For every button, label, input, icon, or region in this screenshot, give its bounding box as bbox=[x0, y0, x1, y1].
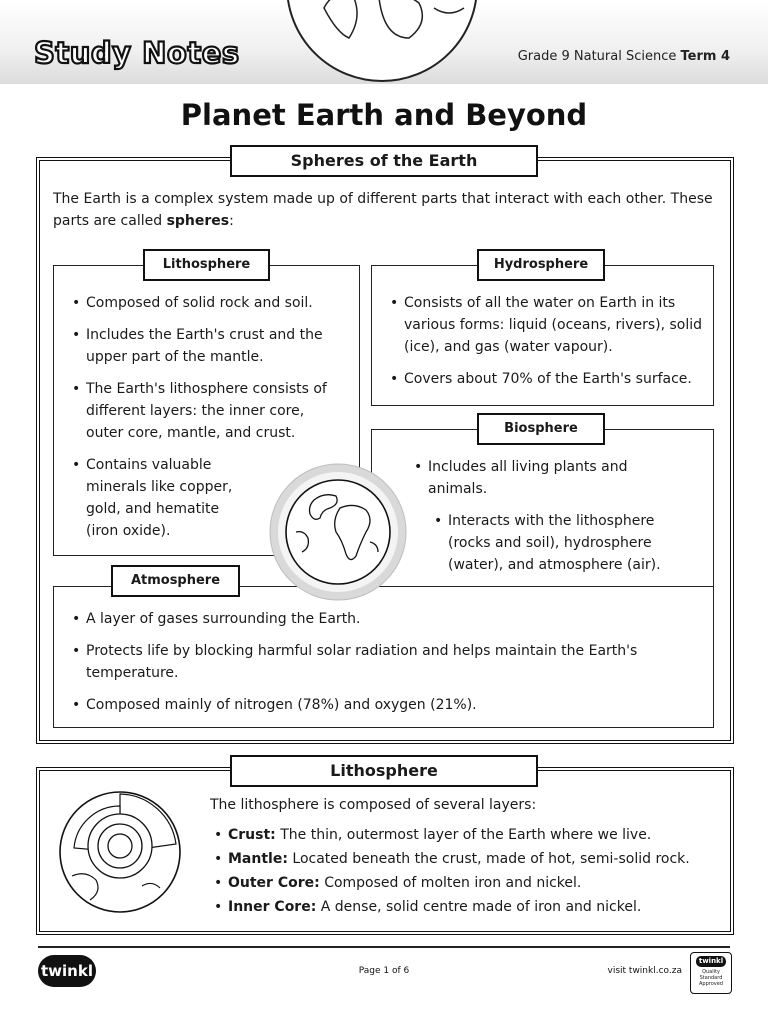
atmosphere-label: Atmosphere bbox=[111, 565, 240, 597]
term: Crust: bbox=[228, 827, 276, 843]
layers-intro: The lithosphere is composed of several layers: bbox=[210, 797, 537, 813]
intro-text: The Earth is a complex system made up of different parts that interact with each other. These parts are called bbox=[53, 191, 713, 229]
hydrosphere-list bbox=[388, 292, 706, 400]
layers-list bbox=[212, 824, 722, 920]
desc: Located beneath the crust, made of hot, semi-solid rock. bbox=[292, 851, 690, 867]
page-number: Page 1 of 6 bbox=[358, 966, 410, 976]
lithosphere-label: Lithosphere bbox=[143, 249, 270, 281]
list-item: • Includes all living plants and animals. bbox=[412, 456, 662, 500]
site-link[interactable]: visit twinkl.co.za bbox=[607, 966, 682, 976]
list-item-mantle bbox=[212, 848, 722, 870]
term: Mantle: bbox=[228, 851, 288, 867]
list-item-crust bbox=[212, 824, 722, 846]
twinkl-logo[interactable]: twinkl bbox=[38, 955, 96, 987]
desc: Composed of molten iron and nickel. bbox=[324, 875, 582, 891]
list-item: • Contains valuable minerals like copper, gold, and hematite (iron oxide). bbox=[70, 454, 246, 542]
term-text: Term 4 bbox=[680, 49, 730, 64]
badge-caption: Quality Standard Approved bbox=[699, 969, 723, 987]
list-item: • Interacts with the lithosphere (rocks and soil), hydrosphere (water), and atmosphere (air). bbox=[432, 510, 682, 576]
page-title: Planet Earth and Beyond bbox=[180, 98, 588, 132]
globe-illustration-center bbox=[268, 462, 408, 602]
grade-term-label bbox=[518, 49, 730, 64]
list-item: • Includes the Earth's crust and the upper part of the mantle. bbox=[70, 324, 345, 368]
quality-badge bbox=[690, 952, 732, 994]
earth-layers-illustration bbox=[52, 786, 192, 916]
lithosphere-heading: Lithosphere bbox=[230, 755, 538, 787]
biosphere-list-1 bbox=[412, 456, 662, 510]
list-item: • Protects life by blocking harmful solar radiation and helps maintain the Earth's temperature. bbox=[70, 640, 700, 684]
atmosphere-list bbox=[70, 608, 700, 726]
list-item: • The Earth's lithosphere consists of different layers: the inner core, outer core, mantle, and crust. bbox=[70, 378, 345, 444]
desc: A dense, solid centre made of iron and nickel. bbox=[320, 899, 642, 915]
study-notes-brand: Study Notes bbox=[34, 36, 240, 70]
list-item-inner-core bbox=[212, 896, 722, 918]
list-item: • Composed mainly of nitrogen (78%) and oxygen (21%). bbox=[70, 694, 700, 716]
list-item: • A layer of gases surrounding the Earth. bbox=[70, 608, 700, 630]
spheres-heading: Spheres of the Earth bbox=[230, 145, 538, 177]
list-item: • Covers about 70% of the Earth's surface. bbox=[388, 368, 706, 390]
biosphere-label: Biosphere bbox=[477, 413, 605, 445]
term: Inner Core: bbox=[228, 899, 317, 915]
term: Outer Core: bbox=[228, 875, 320, 891]
globe-illustration-top bbox=[284, 0, 480, 84]
badge-logo: twinkl bbox=[696, 956, 726, 967]
list-item: • Composed of solid rock and soil. bbox=[70, 292, 345, 314]
grade-text: Grade 9 Natural Science bbox=[517, 49, 677, 64]
list-item: • Consists of all the water on Earth in its various forms: liquid (oceans, rivers), solid (ice), and gas (water vapour). bbox=[388, 292, 706, 358]
intro-end: : bbox=[229, 213, 234, 229]
biosphere-list-2 bbox=[432, 510, 682, 586]
intro-bold-word: spheres bbox=[166, 213, 230, 229]
desc: The thin, outermost layer of the Earth where we live. bbox=[280, 827, 652, 843]
footer-divider bbox=[38, 946, 730, 948]
hydrosphere-label: Hydrosphere bbox=[477, 249, 605, 281]
list-item-outer-core bbox=[212, 872, 722, 894]
spheres-intro bbox=[53, 188, 713, 232]
